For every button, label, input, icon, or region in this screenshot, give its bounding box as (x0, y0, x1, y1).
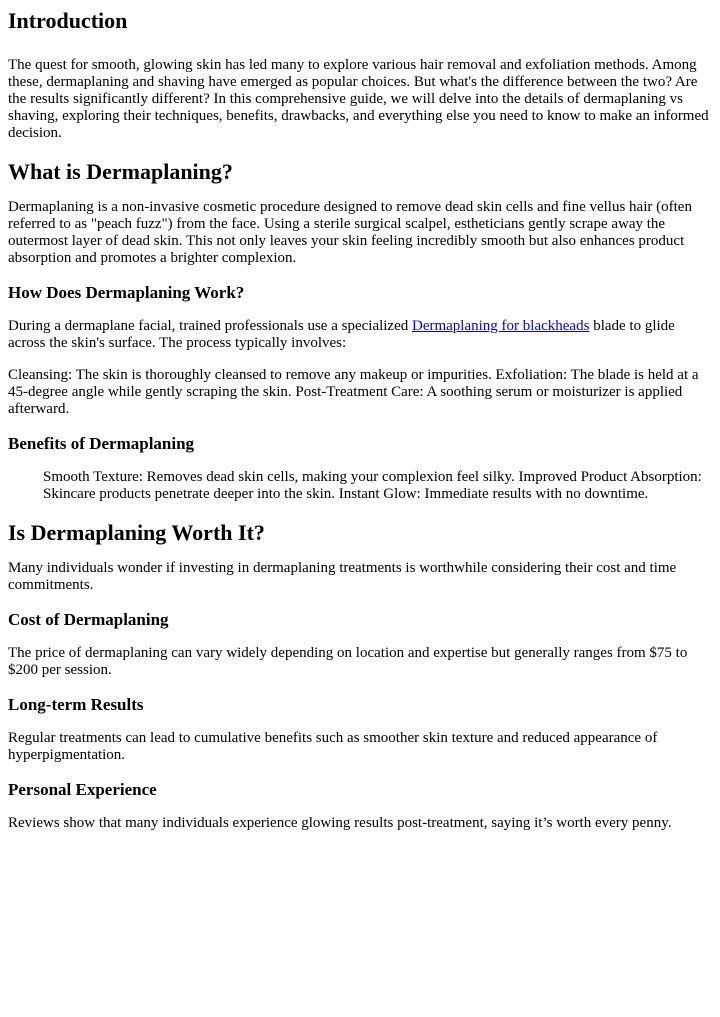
heading-how-does-dermaplaning-work: How Does Dermaplaning Work? (8, 283, 245, 302)
paragraph-worth: Many individuals wonder if investing in dermaplaning treatments is worthwhile considering their cost and time commitments. (8, 560, 677, 593)
paragraph-how-intro-start: During a dermaplane facial, trained professionals use a specialized (8, 318, 412, 334)
paragraph-personal-experience: Reviews show that many individuals experience glowing results post-treatment, saying it’s worth every penny. (8, 815, 672, 831)
paragraph-long-term-results: Regular treatments can lead to cumulative benefits such as smoother skin texture and reduced appearance of hyperpigmentation. (8, 730, 658, 763)
paragraph-how-steps: Cleansing: The skin is thoroughly cleansed to remove any makeup or impurities. Exfoliation: The blade is held at a 45-degree angle while gently scraping the skin. Post-Treatment Care: A soothing serum or moisturizer is applied afterward. (8, 367, 699, 417)
heading-introduction: Introduction (8, 8, 128, 33)
heading-benefits-of-dermaplaning: Benefits of Dermaplaning (8, 434, 195, 453)
paragraph-how-intro-end: blade to glide across the skin's surface. The process typically involves: (8, 318, 675, 351)
paragraph-how-intro (8, 318, 712, 352)
heading-cost-of-dermaplaning: Cost of Dermaplaning (8, 610, 169, 629)
blockquote-benefits: Smooth Texture: Removes dead skin cells, making your complexion feel silky. Improved Product Absorption: Skincare products penetrate deeper into the skin. Instant Glow: Immediate results with no downtime. (43, 469, 702, 502)
paragraph-introduction: The quest for smooth, glowing skin has led many to explore various hair removal and exfoliation methods. Among these, dermaplaning and shaving have emerged as popular choices. But what's the difference between the two? Are the results significantly different? In this comprehensive guide, we will delve into the details of dermaplaning vs shaving, exploring their techniques, benefits, drawbacks, and everything else you need to know to make an informed decision. (8, 57, 709, 141)
link-dermaplaning-for-blackheads[interactable]: Dermaplaning for blackheads (412, 318, 590, 334)
heading-long-term-results: Long-term Results (8, 695, 144, 714)
paragraph-what-is-dermaplaning: Dermaplaning is a non-invasive cosmetic procedure designed to remove dead skin cells and fine vellus hair (often referred to as "peach fuzz") from the face. Using a sterile surgical scalpel, estheticians gently scrape away the outermost layer of dead skin. This not only leaves your skin feeling incredibly smooth but also enhances product absorption and promotes a brighter complexion. (8, 199, 692, 266)
heading-is-dermaplaning-worth-it: Is Dermaplaning Worth It? (8, 520, 265, 545)
heading-what-is-dermaplaning: What is Dermaplaning? (8, 159, 233, 184)
heading-personal-experience: Personal Experience (8, 780, 157, 799)
paragraph-cost: The price of dermaplaning can vary widely depending on location and expertise but generally ranges from $75 to $200 per session. (8, 645, 688, 678)
